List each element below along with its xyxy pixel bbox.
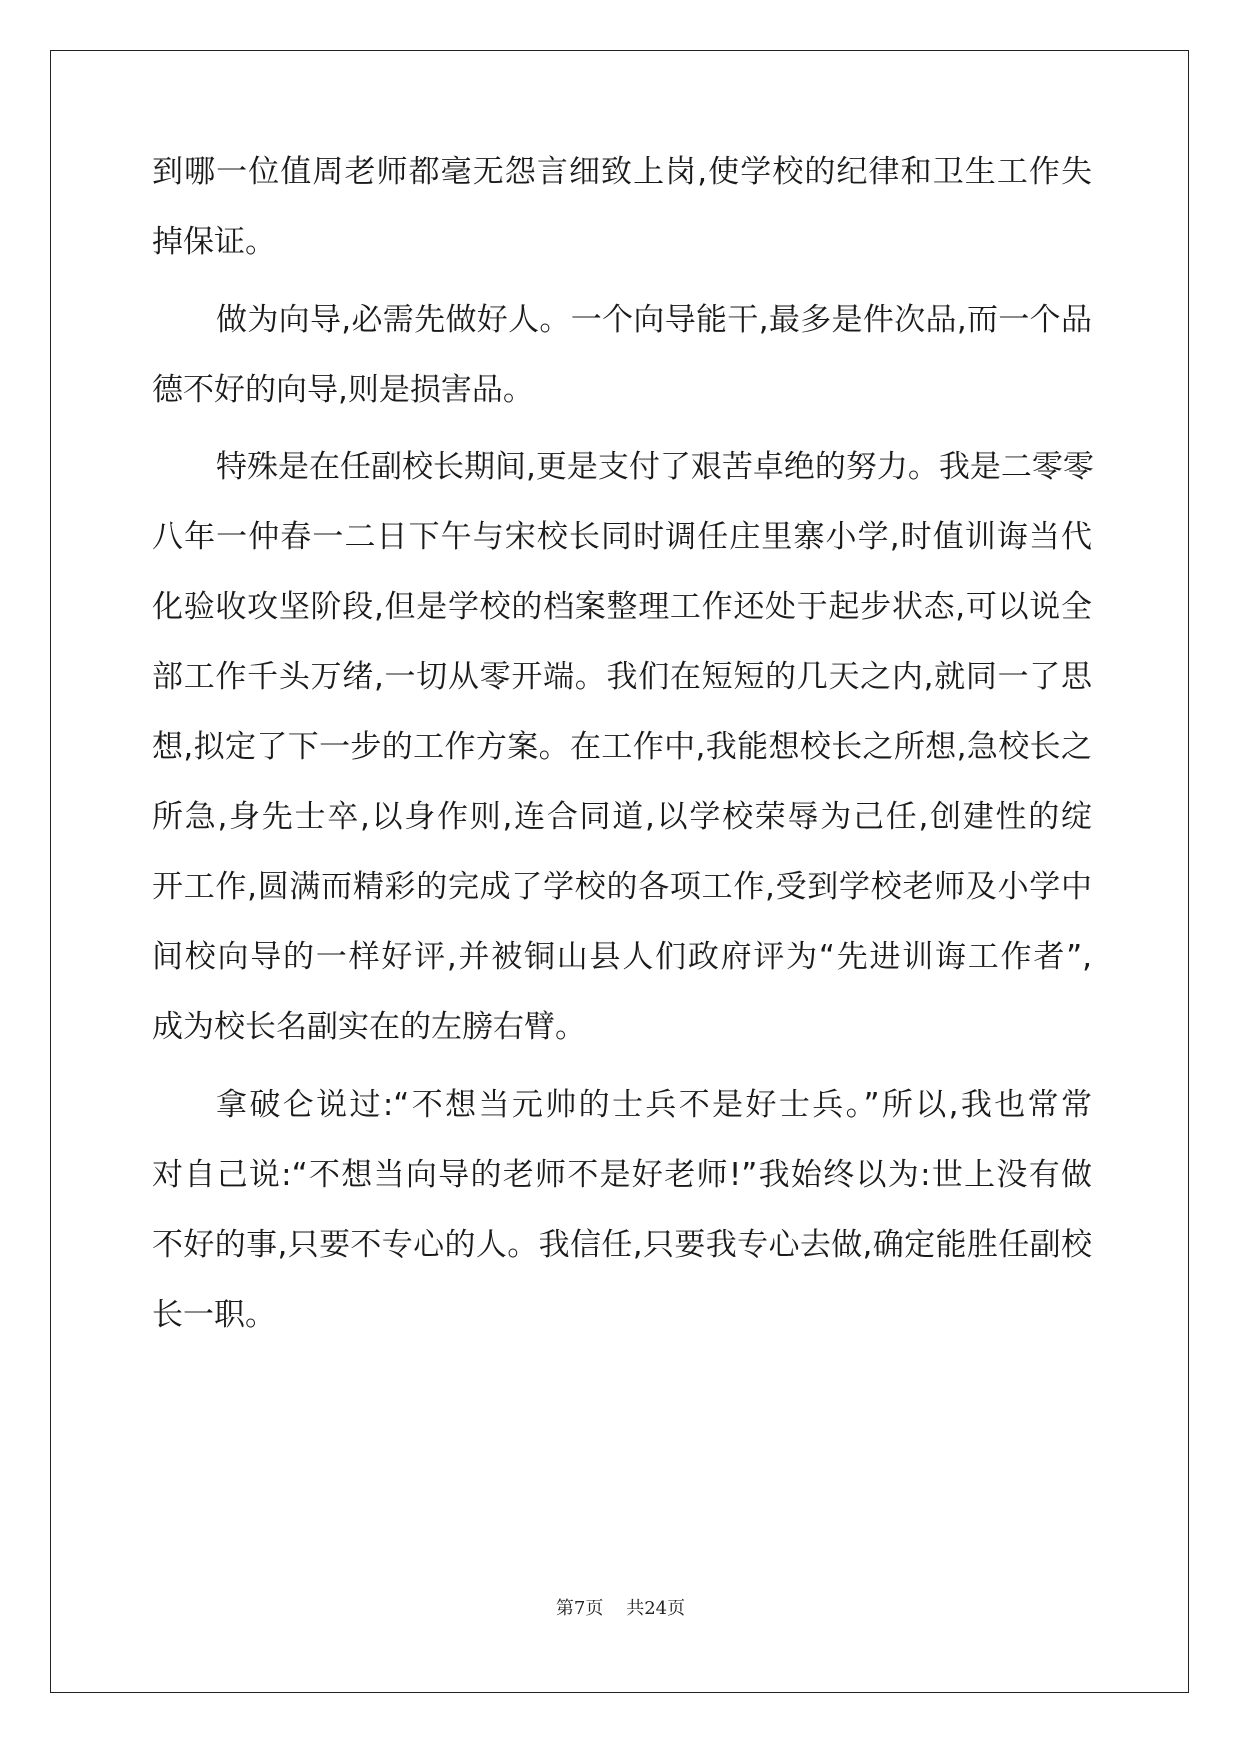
text-line: 特殊是在任副校长期间,更是支付了艰苦卓绝的努力。我是二零零	[216, 449, 1094, 485]
text-line: 做为向导,必需先做好人。一个向导能干,最多是件次品,而一个品	[216, 302, 1092, 338]
page-footer	[0, 1597, 1241, 1621]
text-line: 间校向导的一样好评,并被铜山县人们政府评为“先进训诲工作者”,	[152, 939, 1092, 975]
page-total: 共24页	[626, 1598, 686, 1619]
text-line: 到哪一位值周老师都毫无怨言细致上岗,使学校的纪律和卫生工作失	[152, 154, 1092, 190]
text-line: 对自己说:“不想当向导的老师不是好老师!”我始终以为:世上没有做	[152, 1157, 1092, 1193]
text-line: 想,拟定了下一步的工作方案。在工作中,我能想校长之所想,急校长之	[152, 729, 1092, 765]
text-line: 化验收攻坚阶段,但是学校的档案整理工作还处于起步状态,可以说全	[152, 589, 1092, 625]
text-line: 不好的事,只要不专心的人。我信任,只要我专心去做,确定能胜任副校	[152, 1227, 1092, 1263]
text-line: 所急,身先士卒,以身作则,连合同道,以学校荣辱为己任,创建性的绽	[152, 799, 1092, 835]
text-line: 长一职。	[152, 1297, 276, 1333]
text-line: 开工作,圆满而精彩的完成了学校的各项工作,受到学校老师及小学中	[152, 869, 1092, 905]
text-line: 部工作千头万绪,一切从零开端。我们在短短的几天之内,就同一了思	[152, 659, 1092, 695]
page-number: 第7页	[555, 1598, 604, 1619]
text-line: 掉保证。	[152, 224, 276, 260]
text-line: 拿破仑说过:“不想当元帅的士兵不是好士兵。”所以,我也常常	[216, 1087, 1092, 1123]
text-line: 成为校长名副实在的左膀右臂。	[152, 1009, 586, 1045]
text-line: 德不好的向导,则是损害品。	[152, 372, 534, 408]
text-line: 八年一仲春一二日下午与宋校长同时调任庄里寨小学,时值训诲当代	[152, 519, 1092, 555]
